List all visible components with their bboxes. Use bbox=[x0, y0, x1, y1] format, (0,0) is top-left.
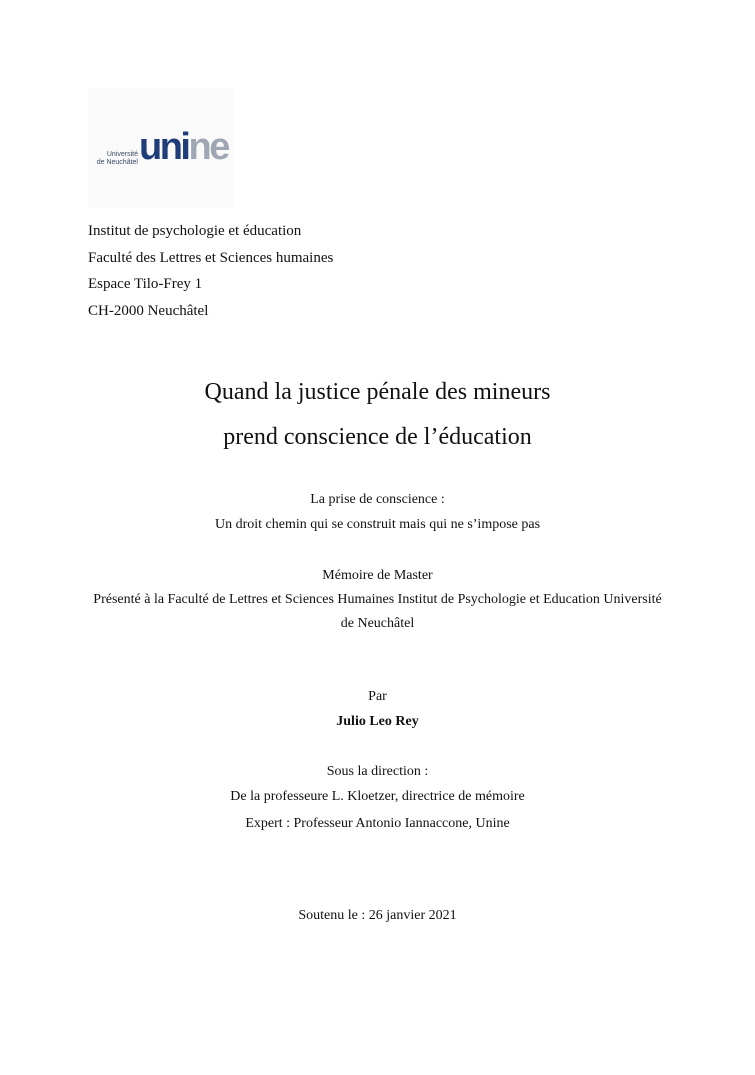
logo-caption bbox=[88, 151, 138, 167]
direction-supervisor: De la professeure L. Kloetzer, directrice de mémoire bbox=[230, 789, 525, 804]
logo-caption-line1: Université bbox=[106, 151, 138, 158]
direction-expert: Expert : Professeur Antonio Iannaccone, Unine bbox=[245, 816, 510, 831]
direction-heading: Sous la direction : bbox=[326, 764, 429, 779]
thesis-title-line2: prend conscience de l’éducation bbox=[223, 424, 532, 450]
logo-wordmark-ne: ne bbox=[188, 126, 228, 168]
address-line-city: CH-2000 Neuchâtel bbox=[88, 302, 209, 319]
subtitle-line2: Un droit chemin qui se construit mais qui ne s’impose pas bbox=[214, 517, 541, 532]
memoire-presented-line1: Présenté à la Faculté de Lettres et Sciences Humaines Institut de Psychologie et Education Université bbox=[93, 592, 662, 607]
subtitle-line1: La prise de conscience : bbox=[310, 492, 445, 507]
logo-caption-line2: de Neuchâtel bbox=[96, 159, 138, 166]
address-line-faculty: Faculté des Lettres et Sciences humaines bbox=[88, 249, 334, 266]
logo-wordmark-uni: uni bbox=[139, 126, 189, 168]
author-name: Julio Leo Rey bbox=[336, 714, 419, 729]
memoire-presented-line2: de Neuchâtel bbox=[340, 616, 415, 631]
logo-wordmark bbox=[139, 124, 228, 170]
author-by: Par bbox=[368, 689, 387, 704]
address-line-institute: Institut de psychologie et éducation bbox=[88, 223, 302, 239]
thesis-title-line1: Quand la justice pénale des mineurs bbox=[204, 379, 551, 405]
memoire-type: Mémoire de Master bbox=[322, 568, 433, 583]
address-line-street: Espace Tilo-Frey 1 bbox=[88, 276, 203, 292]
defense-date: Soutenu le : 26 janvier 2021 bbox=[298, 908, 457, 923]
institution-address bbox=[88, 218, 333, 324]
university-logo bbox=[88, 88, 233, 208]
